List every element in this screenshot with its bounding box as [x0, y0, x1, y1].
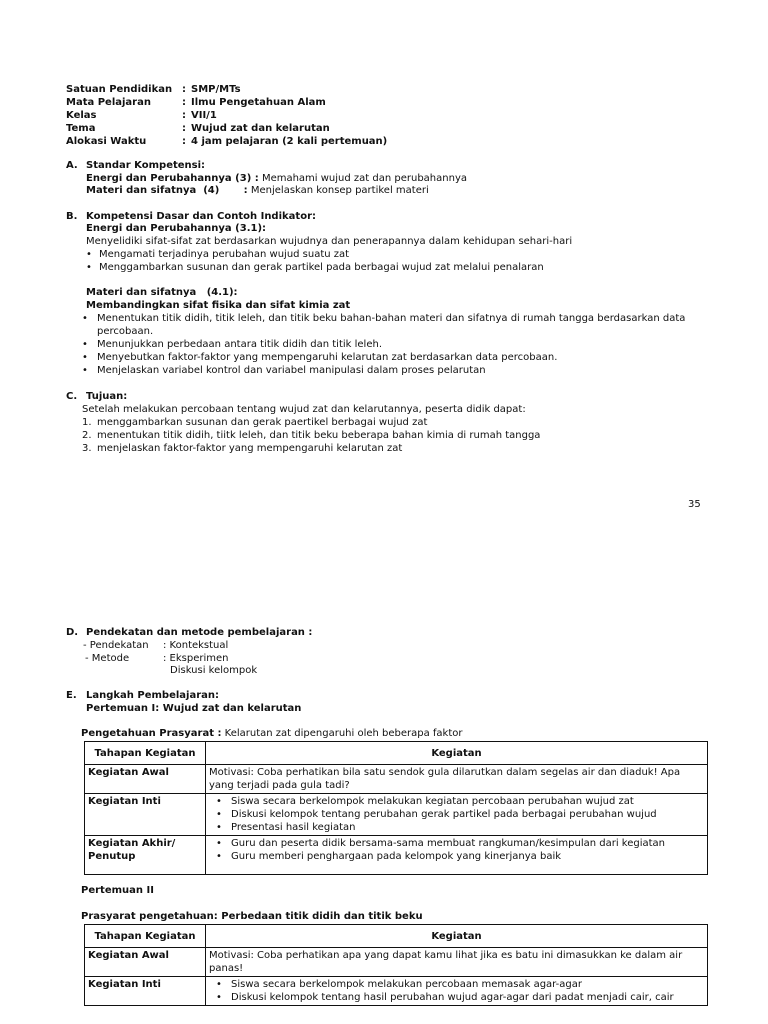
approach-row: [83, 639, 149, 652]
competency-text: Menjelaskan konsep partikel materi: [250, 185, 429, 196]
section-a-heading: [66, 159, 205, 172]
list-item-text: Mengamati terjadinya perubahan wujud suatu zat: [99, 249, 350, 260]
list-item: • Diskusi kelompok tentang hasil perubahan wujud agar-agar dari padat menjadi cair, cair: [231, 991, 704, 1004]
list-item: [86, 248, 349, 261]
list-item: [82, 338, 382, 351]
item-text: menjelaskan faktor-faktor yang mempengaruhi kelarutan zat: [97, 443, 403, 454]
competency-row: [86, 184, 429, 197]
page-number: 35: [688, 499, 701, 510]
list-item-continuation: percobaan.: [97, 326, 154, 337]
activity-cell: Motivasi: Coba perhatikan apa yang dapat kamu lihat jika es batu ini dimasukkan ke dalam air panas!: [206, 948, 708, 977]
table-header-row: [85, 742, 708, 765]
info-label: Alokasi Waktu: [66, 136, 147, 147]
competency-text: Memahami wujud zat dan perubahannya: [261, 173, 467, 184]
section-letter: C.: [66, 391, 78, 402]
prerequisite-label: Pengetahuan Prasyarat :: [81, 728, 222, 739]
activity-table-1: [84, 741, 708, 875]
item-number: 3.: [82, 443, 92, 454]
info-value: Ilmu Pengetahuan Alam: [191, 97, 326, 108]
item-text: menentukan titik didih, tiitk leleh, dan titik beku beberapa bahan kimia di rumah tangga: [97, 430, 541, 441]
section-title: Kompetensi Dasar dan Contoh Indikator:: [86, 211, 316, 222]
column-header: Tahapan Kegiatan: [85, 925, 206, 948]
info-label: Tema: [66, 123, 96, 134]
list-item-text: Menggambarkan susunan dan gerak partikel pada berbagai wujud zat melalui penalaran: [99, 262, 544, 273]
section-title: Tujuan:: [86, 391, 128, 402]
info-value: Wujud zat dan kelarutan: [191, 123, 330, 134]
subsection-description: Membandingkan sifat fisika dan sifat kimia zat: [86, 300, 351, 311]
activity-cell: [206, 836, 708, 875]
bullet-icon: •: [86, 262, 92, 273]
column-header: Kegiatan: [206, 925, 708, 948]
list-item: • Guru dan peserta didik bersama-sama membuat rangkuman/kesimpulan dari kegiatan: [231, 837, 704, 850]
competency-label: Energi dan Perubahannya (3) :: [86, 173, 259, 184]
info-value: VII/1: [191, 110, 217, 121]
activity-table-2: [84, 924, 708, 1006]
activity-cell: Motivasi: Coba perhatikan bila satu sendok gula dilarutkan dalam segelas air dan diaduk! Apa yang terjadi pada gula tadi?: [206, 765, 708, 794]
list-item: • Diskusi kelompok tentang perubahan gerak partikel pada berbagai perubahan wujud: [231, 808, 704, 821]
bullet-icon: •: [82, 339, 88, 350]
list-item: • Siswa secara berkelompok melakukan percobaan memasak agar-agar: [231, 978, 704, 991]
bullet-icon: •: [82, 352, 88, 363]
subsection-description: Menyelidiki sifat-sifat zat berdasarkan wujudnya dan penerapannya dalam kehidupan sehari-hari: [86, 236, 573, 247]
section-e-heading: [66, 689, 219, 702]
approach-label: - Pendekatan: [83, 640, 149, 651]
list-item: [86, 261, 544, 274]
prerequisite-text: Kelarutan zat dipengaruhi oleh beberapa faktor: [224, 728, 463, 739]
subsection-title: Energi dan Perubahannya (3.1):: [86, 223, 267, 234]
list-item: • Siswa secara berkelompok melakukan kegiatan percobaan perubahan wujud zat: [231, 795, 704, 808]
table-row: [85, 794, 708, 836]
item-number: 2.: [82, 430, 92, 441]
table-row: [85, 977, 708, 1006]
subsection-title: Materi dan sifatnya (4.1):: [86, 287, 238, 298]
column-header: Tahapan Kegiatan: [85, 742, 206, 765]
info-value: 4 jam pelajaran (2 kali pertemuan): [191, 136, 388, 147]
stage-cell: Kegiatan Awal: [85, 948, 206, 977]
section-letter: E.: [66, 690, 77, 701]
info-colon: :: [182, 84, 186, 95]
section-title: Standar Kompetensi:: [86, 160, 206, 171]
info-colon: :: [182, 110, 186, 121]
bullet-icon: •: [82, 365, 88, 376]
stage-cell: Kegiatan Awal: [85, 765, 206, 794]
table-row: [85, 765, 708, 794]
numbered-item: [82, 442, 402, 455]
competency-label: Materi dan sifatnya (4) :: [86, 185, 248, 196]
column-header: Kegiatan: [206, 742, 708, 765]
info-label: Mata Pelajaran: [66, 97, 151, 108]
list-item: • Presentasi hasil kegiatan: [231, 821, 704, 834]
section-title: Langkah Pembelajaran:: [86, 690, 220, 701]
stage-cell: Kegiatan Inti: [85, 794, 206, 836]
info-label: Kelas: [66, 110, 97, 121]
activity-cell: [206, 977, 708, 1006]
item-text: menggambarkan susunan dan gerak paertikel berbagai wujud zat: [97, 417, 428, 428]
info-colon: :: [182, 97, 186, 108]
info-colon: :: [182, 123, 186, 134]
table-row: [85, 836, 708, 875]
list-item-text: Menunjukkan perbedaan antara titik didih dan titik leleh.: [97, 339, 382, 350]
prerequisite-row: Prasyarat pengetahuan: Perbedaan titik didih dan titik beku: [81, 911, 423, 922]
item-number: 1.: [82, 417, 92, 428]
list-item-text: Menyebutkan faktor-faktor yang mempengaruhi kelarutan zat berdasarkan data percobaan.: [97, 352, 558, 363]
bullet-icon: •: [86, 249, 92, 260]
info-colon: :: [182, 136, 186, 147]
numbered-item: [82, 429, 540, 442]
method-value: : Eksperimen: [163, 653, 229, 664]
prerequisite-row: [81, 727, 463, 740]
list-item-text: Menjelaskan variabel kontrol dan variabel manipulasi dalam proses pelarutan: [97, 365, 486, 376]
info-label: Satuan Pendidikan: [66, 84, 173, 95]
bullet-icon: •: [82, 313, 88, 324]
stage-cell: Kegiatan Inti: [85, 977, 206, 1006]
list-item: • Guru memberi penghargaan pada kelompok yang kinerjanya baik: [231, 850, 704, 863]
method-label: - Metode: [85, 653, 130, 664]
info-value: SMP/MTs: [191, 84, 241, 95]
section-intro: Setelah melakukan percobaan tentang wujud zat dan kelarutannya, peserta didik dapat:: [82, 404, 526, 415]
section-letter: A.: [66, 160, 78, 171]
stage-cell: Kegiatan Akhir/ Penutup: [85, 836, 206, 875]
approach-value: : Kontekstual: [163, 640, 229, 651]
table-header-row: [85, 925, 708, 948]
meeting-title: Pertemuan II: [81, 885, 154, 896]
section-letter: D.: [66, 627, 79, 638]
method-value-2: Diskusi kelompok: [170, 665, 258, 676]
list-item: [82, 351, 557, 364]
list-item: [82, 312, 685, 325]
meeting-title: Pertemuan I: Wujud zat dan kelarutan: [86, 703, 302, 714]
section-letter: B.: [66, 211, 78, 222]
numbered-item: [82, 416, 427, 429]
section-d-heading: [66, 626, 312, 639]
activity-cell: [206, 794, 708, 836]
list-item-text: Menentukan titik didih, titik leleh, dan titik beku bahan-bahan materi dan sifatnya di rumah tangga berdasarkan data: [97, 313, 686, 324]
section-c-heading: [66, 390, 127, 403]
table-row: [85, 948, 708, 977]
section-title: Pendekatan dan metode pembelajaran :: [86, 627, 313, 638]
list-item: [82, 364, 486, 377]
